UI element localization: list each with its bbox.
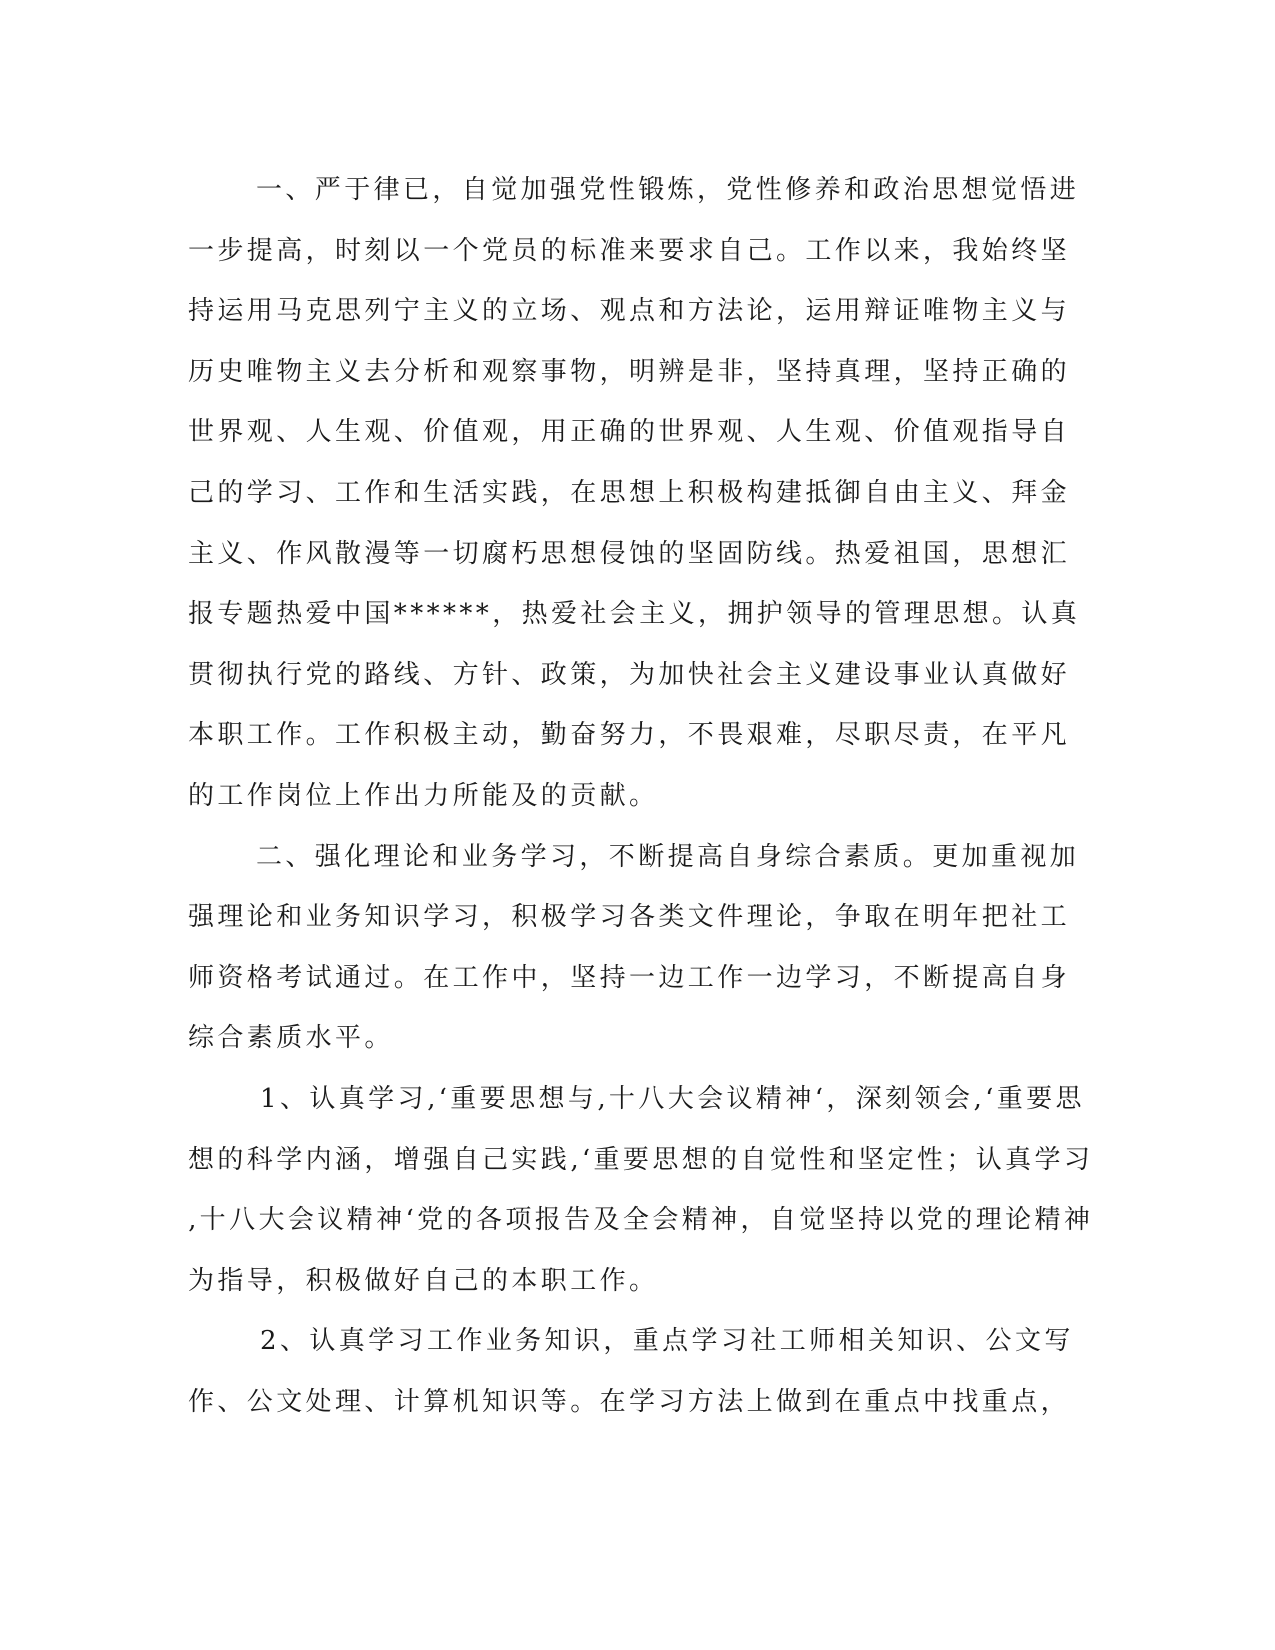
text-line: 本职工作。工作积极主动，勤奋努力，不畏艰难，尽职尽责，在平凡 [188, 720, 1071, 751]
text-line: 持运用马克思列宁主义的立场、观点和方法论，运用辩证唯物主义与 [188, 296, 1071, 327]
text-line: 世界观、人生观、价值观，用正确的世界观、人生观、价值观指导自 [188, 417, 1071, 448]
text-line: 2、认真学习工作业务知识，重点学习社工师相关知识、公文写 [260, 1326, 1074, 1357]
text-line: 贯彻执行党的路线、方针、政策，为加快社会主义建设事业认真做好 [188, 659, 1071, 690]
paragraph-2 [188, 827, 1080, 1069]
text-line: 己的学习、工作和生活实践，在思想上积极构建抵御自由主义、拜金 [188, 477, 1071, 508]
text-line: 强理论和业务知识学习，积极学习各类文件理论，争取在明年把社工 [188, 902, 1071, 933]
text-line: 一、严于律已，自觉加强党性锻炼，党性修养和政治思想觉悟进 [256, 175, 1080, 205]
text-line: 1、认真学习‚‘重要思想与‚十八大会议精神‘，深刻领会‚‘重要思 [260, 1083, 1085, 1114]
text-line: 二、强化理论和业务学习，不断提高自身综合素质。更加重视加 [256, 841, 1080, 872]
paragraph-3 [188, 1069, 1094, 1311]
text-line: 历史唯物主义去分析和观察事物，明辨是非，坚持真理，坚持正确的 [188, 356, 1071, 387]
text-line: ‚十八大会议精神‘党的各项报告及全会精神，自觉坚持以党的理论精神 [188, 1205, 1094, 1236]
text-line: 为指导，积极做好自己的本职工作。 [188, 1265, 659, 1296]
text-line: 报专题热爱中国******，热爱社会主义，拥护领导的管理思想。认真 [188, 599, 1081, 630]
text-line: 一步提高，时刻以一个党员的标准来要求自己。工作以来，我始终坚 [188, 235, 1071, 266]
text-line: 的工作岗位上作出力所能及的贡献。 [188, 780, 659, 811]
text-line: 作、公文处理、计算机知识等。在学习方法上做到在重点中找重点， [188, 1386, 1071, 1417]
document-body [188, 160, 1094, 1432]
text-line: 主义、作风散漫等一切腐朽思想侵蚀的坚固防线。热爱祖国，思想汇 [188, 538, 1071, 569]
text-line: 综合素质水平。 [188, 1023, 394, 1054]
text-line: 想的科学内涵，增强自己实践‚‘重要思想的自觉性和坚定性；认真学习 [188, 1144, 1094, 1175]
paragraph-4 [188, 1311, 1074, 1432]
text-line: 师资格考试通过。在工作中，坚持一边工作一边学习，不断提高自身 [188, 962, 1071, 993]
paragraph-1 [188, 160, 1081, 827]
